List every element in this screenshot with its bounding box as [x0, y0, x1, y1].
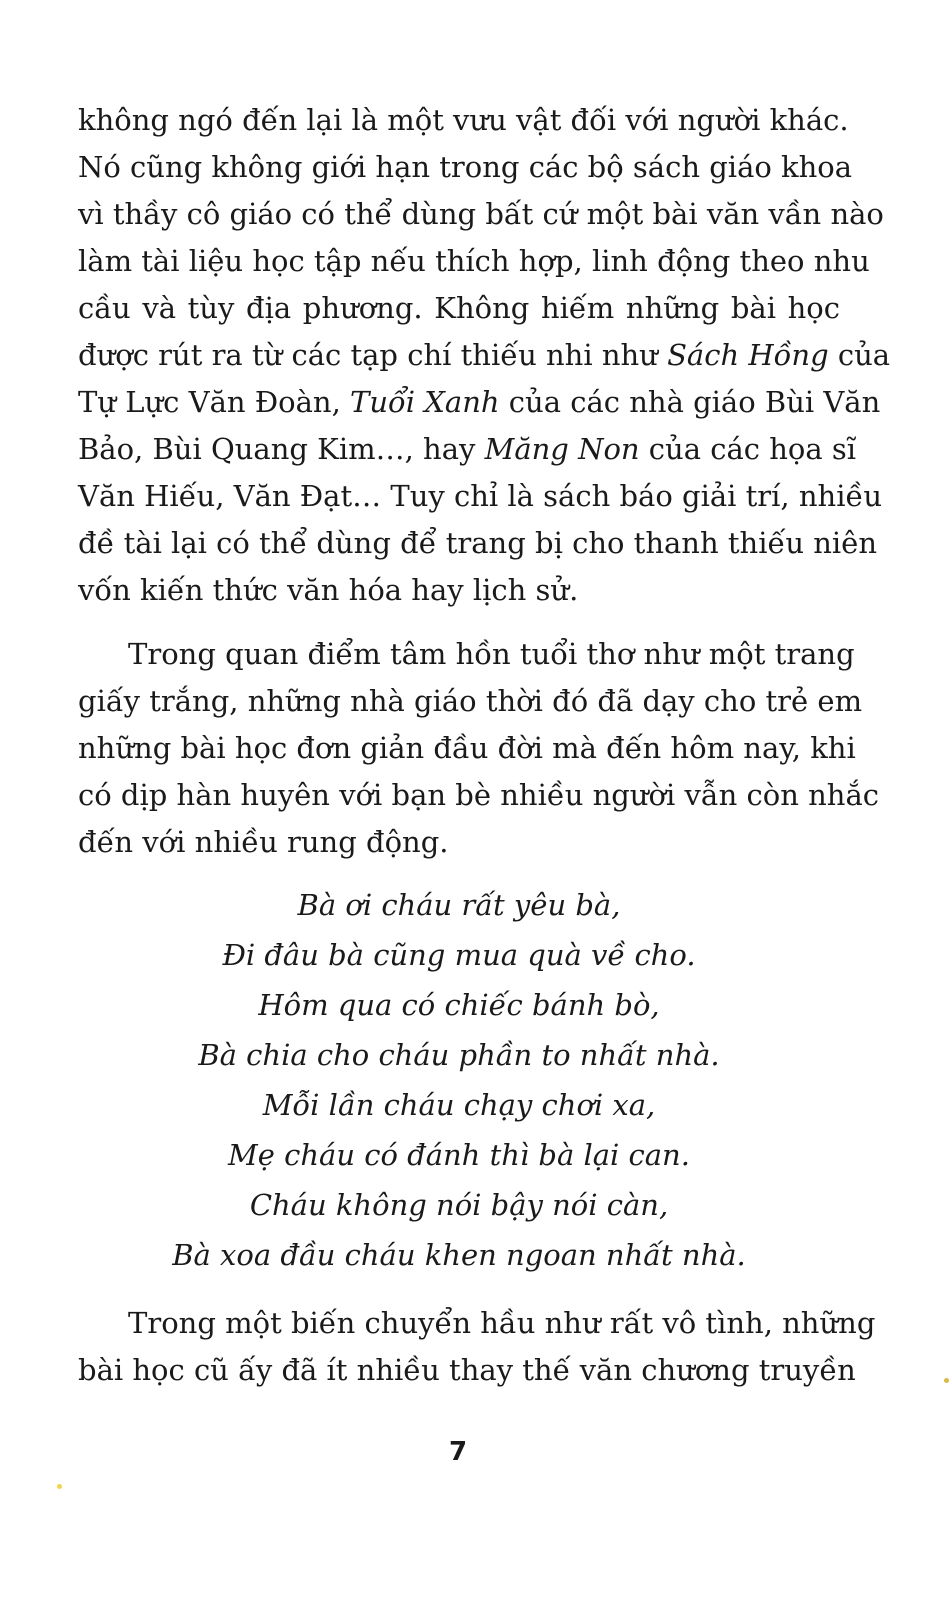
paragraph-line: Bảo, Bùi Quang Kim…, hay Măng Non của các họa sĩ — [78, 432, 857, 466]
paragraph-line: vì thầy cô giáo có thể dùng bất cứ một bài văn vần nào — [78, 197, 884, 231]
paragraph-line: Nó cũng không giới hạn trong các bộ sách giáo khoa — [78, 150, 853, 184]
paragraph-line: làm tài liệu học tập nếu thích hợp, linh động theo nhu — [78, 244, 870, 278]
paragraph-line: có dịp hàn huyên với bạn bè nhiều người vẫn còn nhắc — [78, 778, 879, 812]
poem-line: Bà ơi cháu rất yêu bà, — [297, 888, 621, 922]
paragraph-line: Trong quan điểm tâm hồn tuổi thơ như một trang — [128, 637, 855, 671]
poem-line: Mẹ cháu có đánh thì bà lại can. — [228, 1138, 690, 1172]
paragraph-line: được rút ra từ các tạp chí thiếu nhi như Sách Hồng của — [78, 338, 891, 372]
paragraph-line: vốn kiến thức văn hóa hay lịch sử. — [78, 573, 579, 607]
paragraph-line: Văn Hiếu, Văn Đạt… Tuy chỉ là sách báo giải trí, nhiều — [78, 479, 882, 513]
paragraph-line: đến với nhiều rung động. — [78, 825, 449, 859]
page-number: 7 — [448, 1437, 468, 1467]
magazine-title: Măng Non — [484, 432, 640, 466]
scan-speck — [57, 1484, 62, 1489]
paragraph-line: những bài học đơn giản đầu đời mà đến hôm nay, khi — [78, 731, 856, 765]
poem-line: Bà xoa đầu cháu khen ngoan nhất nhà. — [172, 1238, 746, 1272]
paragraph-line: bài học cũ ấy đã ít nhiều thay thế văn chương truyền — [78, 1353, 856, 1387]
paragraph-line: cầu và tùy địa phương. Không hiếm những bài học — [78, 291, 840, 325]
paragraph-line: giấy trắng, những nhà giáo thời đó đã dạy cho trẻ em — [78, 684, 863, 718]
paragraph-line: không ngó đến lại là một vưu vật đối với người khác. — [78, 103, 849, 137]
poem-line: Mỗi lần cháu chạy chơi xa, — [262, 1088, 656, 1122]
magazine-title: Sách Hồng — [667, 338, 829, 372]
poem-line: Hôm qua có chiếc bánh bò, — [258, 988, 660, 1022]
paragraph-line: Tự Lực Văn Đoàn, Tuổi Xanh của các nhà giáo Bùi Văn — [78, 385, 881, 419]
paragraph-line: Trong một biến chuyển hầu như rất vô tình, những — [128, 1306, 876, 1340]
magazine-title: Tuổi Xanh — [350, 385, 500, 419]
poem-line: Cháu không nói bậy nói càn, — [249, 1188, 669, 1222]
scan-speck — [944, 1378, 949, 1383]
poem-line: Bà chia cho cháu phần to nhất nhà. — [198, 1038, 720, 1072]
paragraph-line: đề tài lại có thể dùng để trang bị cho thanh thiếu niên — [78, 526, 878, 560]
poem-line: Đi đâu bà cũng mua quà về cho. — [222, 938, 696, 972]
